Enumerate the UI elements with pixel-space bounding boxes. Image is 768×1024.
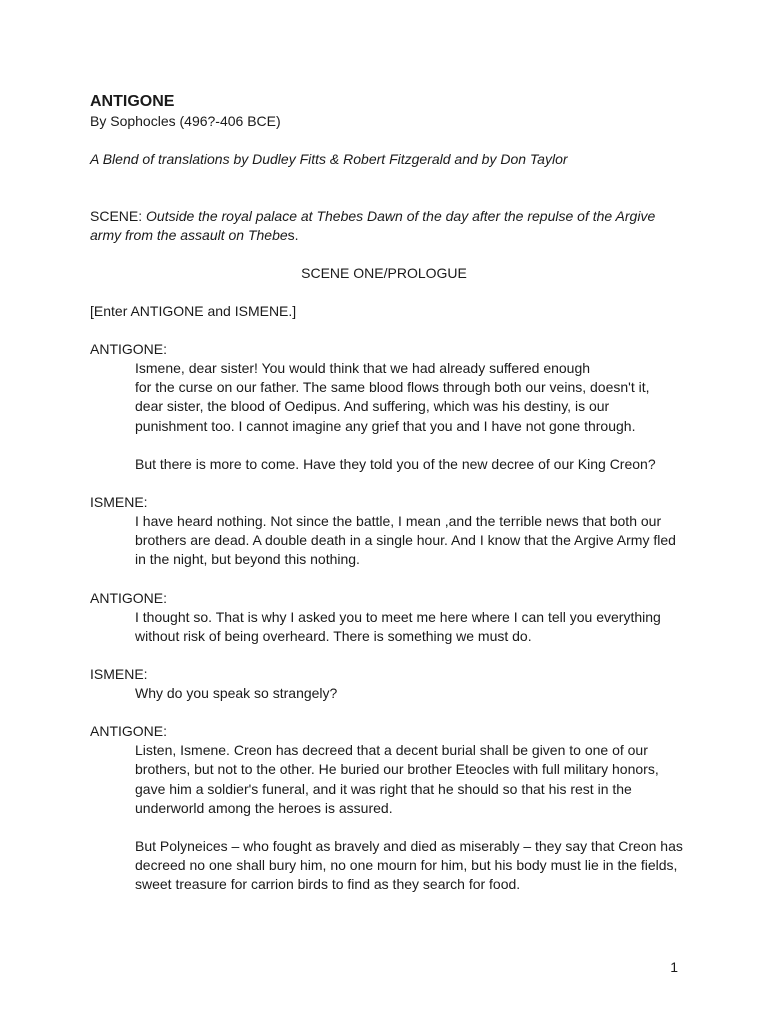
speech-line: Why do you speak so strangely? bbox=[135, 685, 338, 702]
speech-block bbox=[90, 589, 690, 665]
speaker-name: ANTIGONE: bbox=[90, 589, 168, 606]
speech-line: I thought so. That is why I asked you to meet me here where I can tell you everything bbox=[135, 608, 661, 625]
speech-text bbox=[90, 359, 690, 474]
speech-line: without risk of being overheard. There is something we must do. bbox=[135, 627, 532, 644]
document-title: ANTIGONE bbox=[90, 93, 175, 110]
dialogue bbox=[90, 340, 690, 895]
scene-text-2: army from the assault on Thebe bbox=[90, 227, 288, 243]
speech-line: decreed no one shall bury him, no one mourn for him, but his body must lie in the fields, bbox=[135, 857, 678, 874]
speech-text bbox=[90, 684, 690, 703]
stage-direction: [Enter ANTIGONE and ISMENE.] bbox=[90, 303, 297, 319]
speech-line: brothers are dead. A double death in a single hour. And I know that the Argive Army fled bbox=[135, 532, 676, 549]
speech-text bbox=[90, 741, 690, 894]
speaker-name: ANTIGONE: bbox=[90, 723, 168, 740]
speaker-name: ISMENE: bbox=[90, 666, 148, 683]
speech-line: But there is more to come. Have they told you of the new decree of our King Creon? bbox=[135, 455, 656, 472]
speech-block bbox=[90, 340, 690, 493]
speech-line: brothers, but not to the other. He buried our brother Eteocles with full military honors, bbox=[135, 761, 659, 778]
document-page bbox=[90, 92, 690, 895]
speech-block bbox=[90, 665, 690, 722]
scene-text-tail: s. bbox=[287, 227, 299, 243]
speech-line: Listen, Ismene. Creon has decreed that a decent burial shall be given to one of our bbox=[135, 742, 648, 759]
speaker-name: ANTIGONE: bbox=[90, 341, 168, 357]
scene-text-1: Outside the royal palace at Thebes Dawn of the day after the repulse of the Argive bbox=[146, 208, 656, 224]
speech-line: underworld among the heroes is assured. bbox=[135, 799, 393, 816]
speech-block bbox=[90, 722, 690, 894]
speech-line: in the night, but beyond this nothing. bbox=[135, 551, 360, 568]
page-number: 1 bbox=[670, 959, 678, 975]
speech-line: Ismene, dear sister! You would think that we had already suffered enough bbox=[135, 360, 591, 376]
speech-text bbox=[90, 608, 690, 646]
speech-text bbox=[90, 512, 690, 570]
translation-credit: A Blend of translations by Dudley Fitts & Robert Fitzgerald and by Don Taylor bbox=[90, 151, 568, 167]
speech-line: punishment too. I cannot imagine any grief that you and I have not gone through. bbox=[135, 417, 636, 434]
speech-line: But Polyneices – who fought as bravely and died as miserably – they say that Creon has bbox=[135, 838, 683, 855]
speech-line: sweet treasure for carrion birds to find as they search for food. bbox=[135, 876, 521, 893]
scene-description-cont bbox=[90, 226, 690, 245]
speech-line: for the curse on our father. The same blood flows through both our veins, doesn't it, bbox=[135, 379, 650, 396]
scene-heading: SCENE ONE/PROLOGUE bbox=[301, 265, 467, 281]
speaker-name: ISMENE: bbox=[90, 494, 148, 511]
speech-block bbox=[90, 493, 690, 589]
scene-description bbox=[90, 207, 690, 226]
scene-label: SCENE: bbox=[90, 208, 147, 224]
speech-line: I have heard nothing. Not since the battle, I mean ,and the terrible news that both our bbox=[135, 513, 662, 530]
speech-line: gave him a soldier's funeral, and it was right that he should so that his rest in the bbox=[135, 780, 632, 797]
author-line: By Sophocles (496?-406 BCE) bbox=[90, 113, 281, 129]
speech-line: dear sister, the blood of Oedipus. And suffering, which was his destiny, is our bbox=[135, 398, 610, 415]
